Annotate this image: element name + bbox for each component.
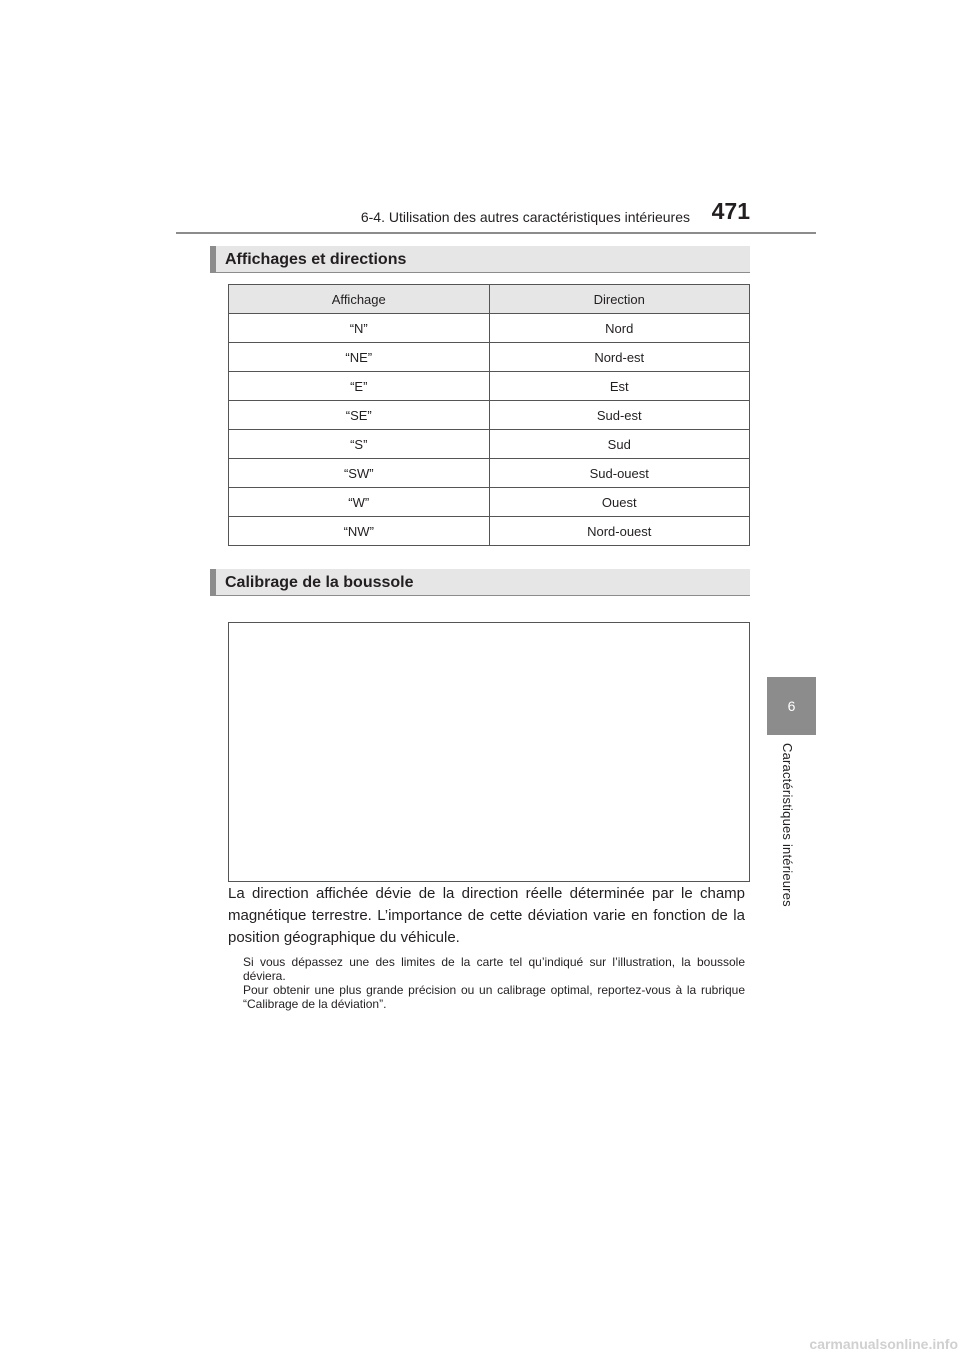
chapter-tab: 6 bbox=[767, 677, 816, 735]
note-paragraph: Pour obtenir une plus grande précision ou un calibrage optimal, reportez-vous à la rubrique “Calibrage de la déviation”. bbox=[243, 983, 745, 1011]
body-paragraph: La direction affichée dévie de la direction réelle déterminée par le champ magnétique terrestre. L’importance de cette déviation varie en fonction de la position géographique du véhicule. bbox=[228, 885, 745, 946]
table-cell-display: “W” bbox=[229, 488, 490, 517]
header-rule bbox=[176, 232, 816, 234]
note-paragraph: Si vous dépassez une des limites de la carte tel qu’indiqué sur l’illustration, la boussole déviera. bbox=[243, 955, 745, 983]
table-cell-display: “E” bbox=[229, 372, 490, 401]
table-cell-direction: Sud-est bbox=[489, 401, 750, 430]
table-cell-direction: Sud bbox=[489, 430, 750, 459]
page-number: 471 bbox=[711, 198, 750, 224]
table-row bbox=[229, 517, 750, 546]
section-heading-calibration: Calibrage de la boussole bbox=[210, 569, 750, 596]
table-cell-direction: Nord bbox=[489, 314, 750, 343]
column-header-direction: Direction bbox=[489, 285, 750, 314]
table-row bbox=[229, 430, 750, 459]
running-header: 6-4. Utilisation des autres caractéristiques intérieures bbox=[360, 209, 690, 225]
watermark: carmanualsonline.info bbox=[809, 1336, 958, 1352]
table-row bbox=[229, 488, 750, 517]
table-cell-display: “NW” bbox=[229, 517, 490, 546]
table-cell-direction: Est bbox=[489, 372, 750, 401]
table-row bbox=[229, 372, 750, 401]
table-cell-direction: Nord-ouest bbox=[489, 517, 750, 546]
table-row bbox=[229, 459, 750, 488]
section-heading-displays: Affichages et directions bbox=[210, 246, 750, 273]
table-cell-direction: Sud-ouest bbox=[489, 459, 750, 488]
table-cell-direction: Nord-est bbox=[489, 343, 750, 372]
table-cell-direction: Ouest bbox=[489, 488, 750, 517]
directions-table bbox=[228, 284, 750, 546]
table-cell-display: “N” bbox=[229, 314, 490, 343]
table-row bbox=[229, 314, 750, 343]
column-header-display: Affichage bbox=[229, 285, 490, 314]
table-cell-display: “SE” bbox=[229, 401, 490, 430]
table-row bbox=[229, 401, 750, 430]
table-cell-display: “NE” bbox=[229, 343, 490, 372]
table-cell-display: “S” bbox=[229, 430, 490, 459]
table-row bbox=[229, 343, 750, 372]
map-illustration-frame bbox=[228, 622, 750, 882]
table-cell-display: “SW” bbox=[229, 459, 490, 488]
chapter-side-label: Caractéristiques intérieures bbox=[780, 743, 795, 907]
table-header-row bbox=[229, 285, 750, 314]
note-block bbox=[243, 955, 745, 1011]
